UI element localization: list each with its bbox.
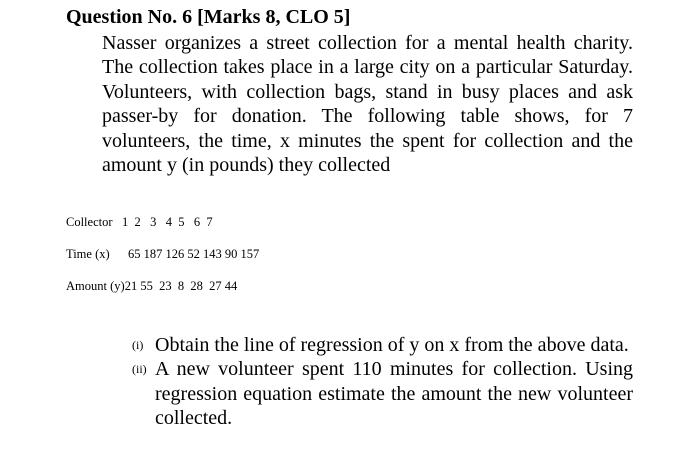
amount-values: 21 55 23 8 28 27 44 xyxy=(124,279,238,293)
question-intro: Nasser organizes a street collection for a mental health charity. The collection takes place in a large city on a particular Saturday. Volunteers, with collection bags, stand in busy places and ask passer-by for donation. The following table shows, for 7 volunteers, the time, x minutes the spent for collection and the amount y (in pounds) they collected xyxy=(102,32,633,177)
collector-row xyxy=(66,214,213,230)
time-values: 65 187 126 52 143 90 157 xyxy=(128,247,260,261)
part-i-text: Obtain the line of regression of y on x from the above data. xyxy=(155,334,629,356)
question-parts xyxy=(132,333,633,431)
part-i xyxy=(132,333,633,357)
collector-values: 1 2 3 4 5 6 7 xyxy=(122,215,213,229)
part-ii xyxy=(132,357,633,430)
amount-label: Amount (y) xyxy=(66,279,125,293)
part-ii-text: A new volunteer spent 110 minutes for collection. Using regression equation estimate the amount the new volunteer collected. xyxy=(155,358,633,430)
part-ii-marker: (ii) xyxy=(132,362,147,377)
amount-row xyxy=(66,278,237,294)
time-label: Time (x) xyxy=(66,247,110,261)
time-row xyxy=(66,246,259,262)
question-heading: Question No. 6 [Marks 8, CLO 5] xyxy=(66,6,351,28)
part-i-marker: (i) xyxy=(132,338,144,352)
collector-label: Collector xyxy=(66,215,113,229)
